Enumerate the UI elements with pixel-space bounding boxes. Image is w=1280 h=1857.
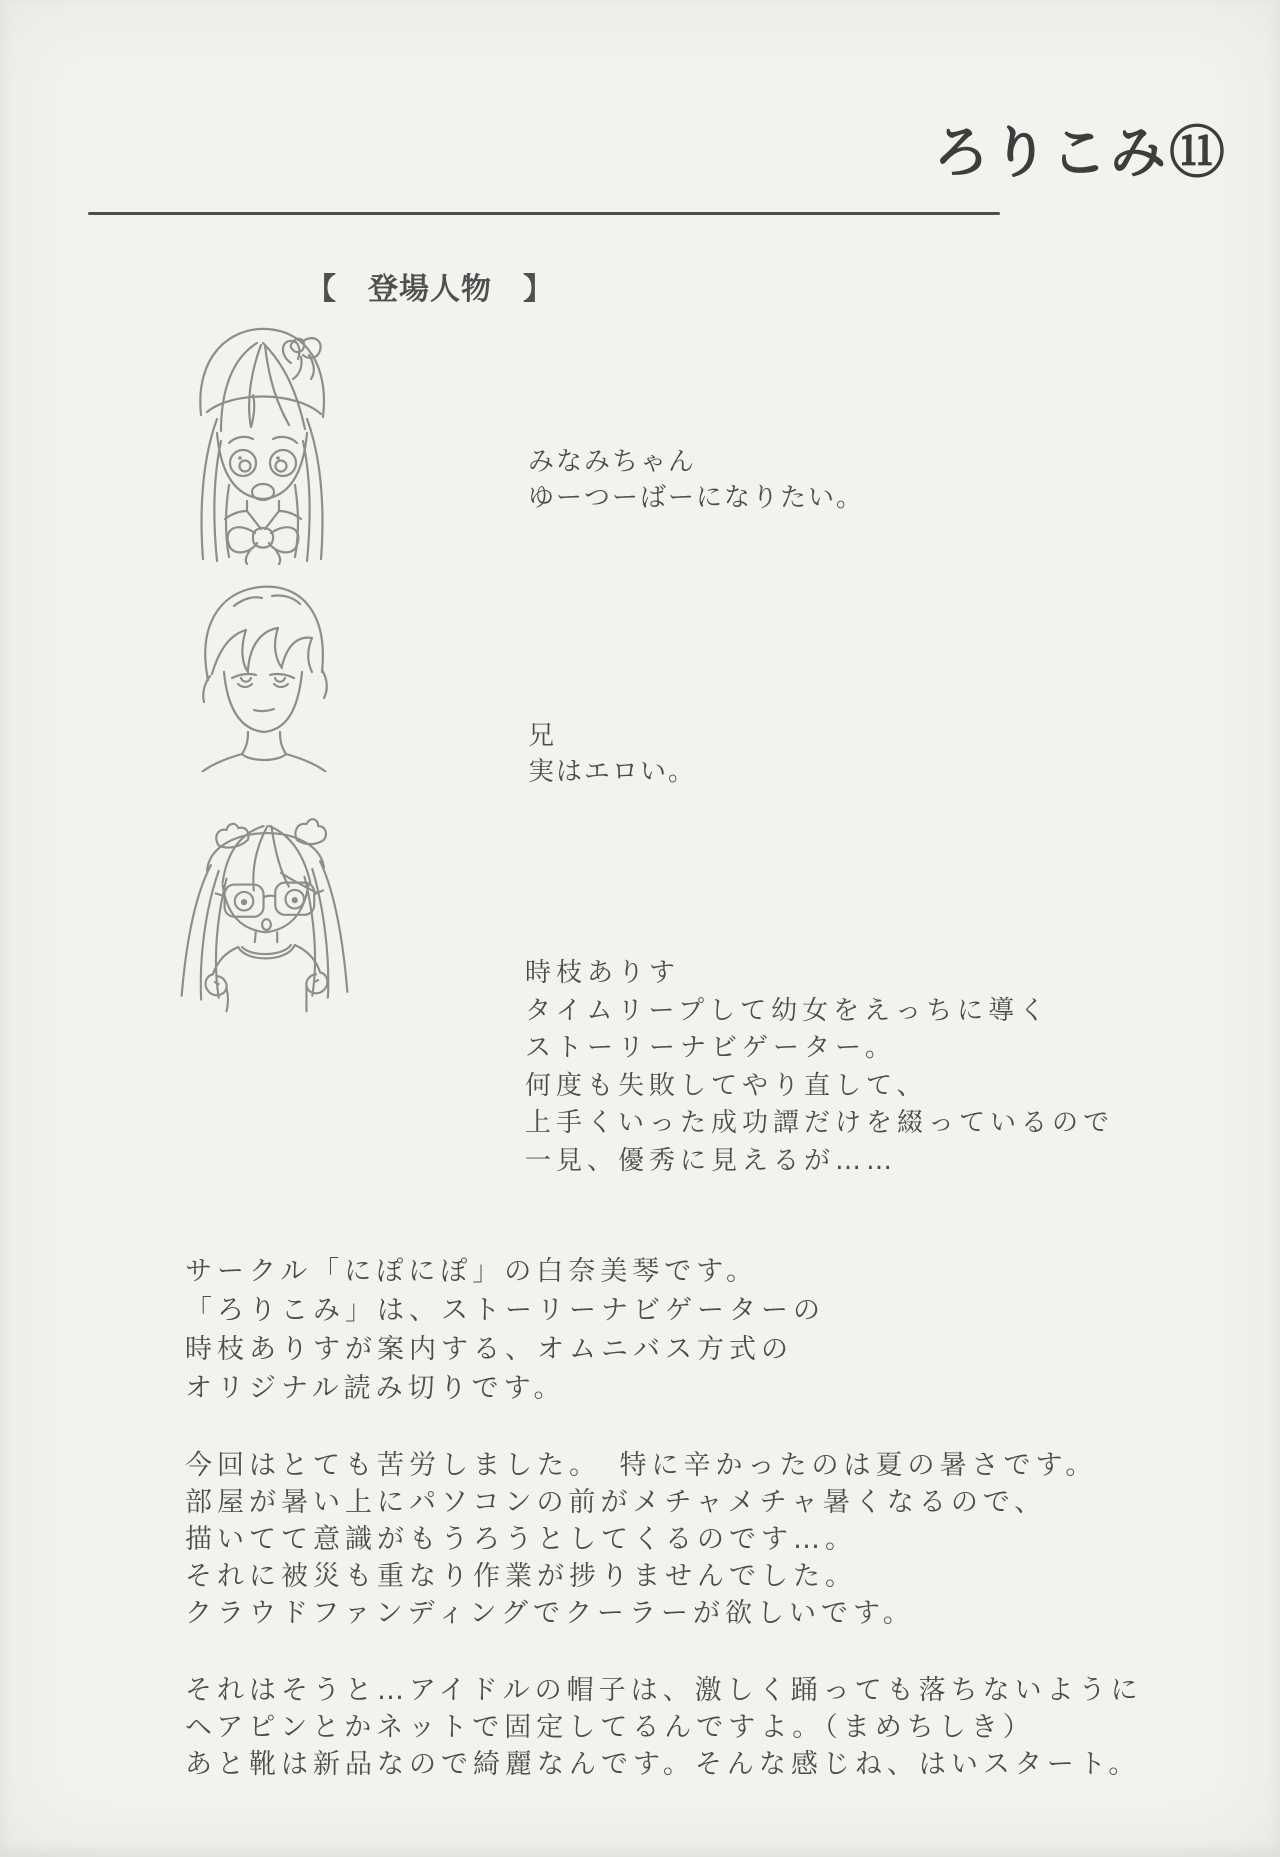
messy-hair-boy-sketch bbox=[188, 572, 338, 772]
character-name: みなみちゃん bbox=[528, 447, 697, 477]
character-trait: 何度も失敗してやり直して、 bbox=[525, 1070, 928, 1101]
character-trait: 実はエロい。 bbox=[528, 757, 697, 787]
afterword-paragraph-struggles bbox=[185, 1447, 1097, 1632]
brother-portrait-illustration bbox=[188, 572, 338, 772]
afterword-line: それに被災も重なり作業が捗りませんでした。 bbox=[185, 1561, 857, 1592]
character-trait: ゆーつーばーになりたい。 bbox=[528, 483, 865, 513]
title-divider-line bbox=[88, 212, 1000, 215]
minami-description bbox=[528, 444, 864, 516]
glasses-twintail-girl-sketch bbox=[168, 798, 363, 1016]
afterword-paragraph-intro bbox=[185, 1252, 825, 1408]
arisu-portrait-illustration bbox=[168, 798, 363, 1016]
character-trait: 一見、優秀に見えるが…… bbox=[525, 1145, 898, 1176]
afterword-paragraph-trivia bbox=[185, 1672, 1143, 1783]
section-heading-cast: 【 登場人物 】 bbox=[306, 272, 554, 307]
afterword-line: ヘアピンとかネットで固定してるんですよ。（まめちしき） bbox=[185, 1712, 1035, 1743]
afterword-line: 描いてて意識がもうろうとしてくるのです…。 bbox=[185, 1524, 857, 1555]
minami-portrait-illustration bbox=[185, 315, 340, 565]
afterword-line: あと靴は新品なので綺麗なんです。そんな感じね、はいスタート。 bbox=[185, 1749, 1141, 1780]
character-trait: タイムリープして幼女をえっちに導く bbox=[525, 995, 1051, 1026]
character-name: 兄 bbox=[528, 721, 557, 751]
afterword-line: それはそうと…アイドルの帽子は、激しく踊っても落ちないように bbox=[185, 1675, 1143, 1706]
afterword-line: サークル「にぽにぽ」の白奈美琴です。 bbox=[185, 1256, 759, 1287]
character-trait: ストーリーナビゲーター。 bbox=[525, 1033, 896, 1063]
afterword-line: クラウドファンディングでクーラーが欲しいです。 bbox=[185, 1598, 915, 1629]
character-trait: 上手くいった成功譚だけを綴っているので bbox=[525, 1108, 1115, 1138]
girl-with-beret-sketch bbox=[185, 315, 340, 565]
brother-description bbox=[528, 718, 696, 790]
afterword-line: 時枝ありすが案内する、オムニバス方式の bbox=[185, 1334, 793, 1365]
afterword-line: 今回はとても苦労しました。 特に辛かったのは夏の暑さです。 bbox=[185, 1450, 1098, 1481]
afterword-line: 部屋が暑い上にパソコンの前がメチャメチャ暑くなるので、 bbox=[185, 1487, 1047, 1518]
character-name: 時枝ありす bbox=[525, 958, 681, 988]
page-title: ろりこみ⑪ bbox=[933, 121, 1228, 186]
afterword-line: オリジナル読み切りです。 bbox=[185, 1373, 566, 1404]
afterword-line: 「ろりこみ」は、ストーリーナビゲーターの bbox=[185, 1295, 825, 1326]
arisu-description bbox=[525, 955, 1114, 1180]
